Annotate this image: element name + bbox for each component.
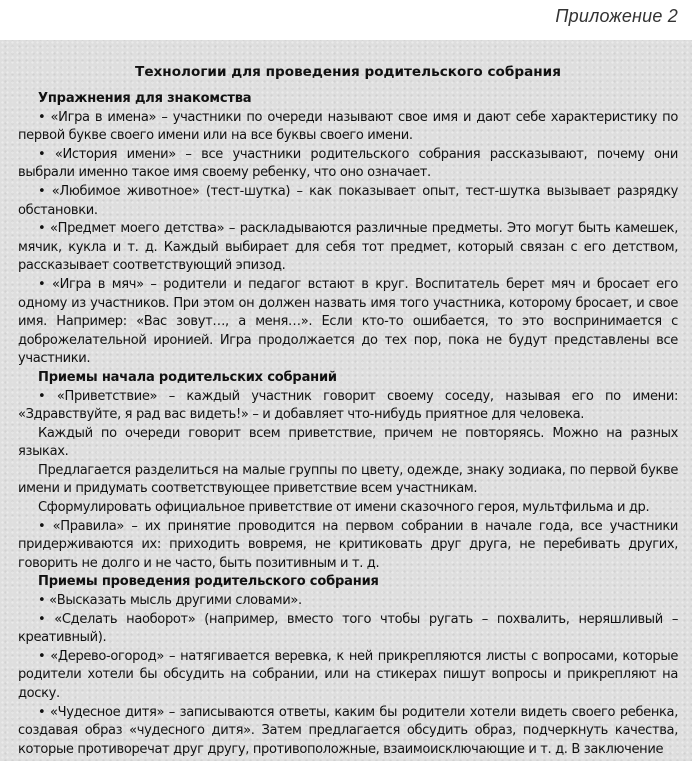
paragraph: • «Правила» – их принятие проводится на первом собрании в начале года, все участники придерживаются их: приходить вовремя, не критиковать друг друга, не перебивать других, говорить не долго и не часто, быть позитивным и т. д. bbox=[18, 518, 678, 571]
section-heading-meeting-start: Приемы начала родительских собраний bbox=[38, 369, 337, 385]
paragraph: • «История имени» – все участники родительского собрания рассказывают, почему они выбрали именно такое имя своему ребенку, что оно означает. bbox=[18, 146, 678, 181]
section-heading-introductions: Упражнения для знакомства bbox=[38, 91, 252, 106]
paragraph: • «Приветствие» – каждый участник говорит своему соседу, называя его по имени: «Здравствуйте, я рад вас видеть!» – и добавляет что-нибудь приятное для человека. bbox=[18, 388, 678, 423]
paragraph: • «Сделать наоборот» (например, вместо того чтобы ругать – похвалить, неряшливый – креативный). bbox=[18, 611, 678, 646]
paragraph: • «Чудесное дитя» – записываются ответы, каким бы родители хотели видеть своего ребенка, создавая образ «чудесного дитя». Затем предлагается обсудить образ, подчеркнуть качества, которые противоречат друг другу, противоположные, взаимоисключающие и т. д. В заключение bbox=[18, 704, 678, 757]
paragraph: • «Игра в имена» – участники по очереди называют свое имя и дают себе характеристику по первой букве своего имени или на все буквы своего имени. bbox=[18, 109, 678, 144]
paragraph: • «Дерево-огород» – натягивается веревка, к ней прикрепляются листы с вопросами, которые родители хотели бы обсудить на собрании, или на стикерах пишут вопросы и прикрепляют на доску. bbox=[18, 648, 678, 701]
paragraph: Сформулировать официальное приветствие от имени сказочного героя, мультфильма и др. bbox=[38, 500, 650, 516]
paragraph: • «Высказать мысль другими словами». bbox=[38, 593, 302, 609]
paragraph: Предлагается разделиться на малые группы по цвету, одежде, знаку зодиака, по первой букве имени и придумать соответствующее приветствие всем участникам. bbox=[18, 462, 678, 497]
paragraph: • «Предмет моего детства» – раскладываются различные предметы. Это могут быть камешек, мячик, кукла и т. д. Каждый выбирает для себя тот предмет, который связан с его детством, рассказывает соответствующий эпизод. bbox=[18, 221, 678, 274]
section-heading-meeting-techniques: Приемы проведения родительского собрания bbox=[38, 574, 379, 590]
paragraph: • «Любимое животное» (тест-шутка) – как показывает опыт, тест-шутка вызывает разрядку обстановки. bbox=[18, 183, 678, 218]
paragraph: • «Игра в мяч» – родители и педагог встают в круг. Воспитатель берет мяч и бросает его одному из участников. При этом он должен назвать имя того участника, которому бросает, и свое имя. Например: «Вас зовут…, а меня…». Если кто-то ошибается, то это воспринимается с доброжелательной иронией. Игра продолжается до тех пор, пока не будут представлены все участники. bbox=[18, 276, 678, 367]
paragraph: Каждый по очереди говорит всем приветствие, причем не повторяясь. Можно на разных языках. bbox=[18, 425, 678, 460]
appendix-label: Приложение 2 bbox=[555, 6, 678, 26]
document-title: Технологии для проведения родительского собрания bbox=[135, 64, 561, 80]
document-page bbox=[0, 40, 692, 761]
